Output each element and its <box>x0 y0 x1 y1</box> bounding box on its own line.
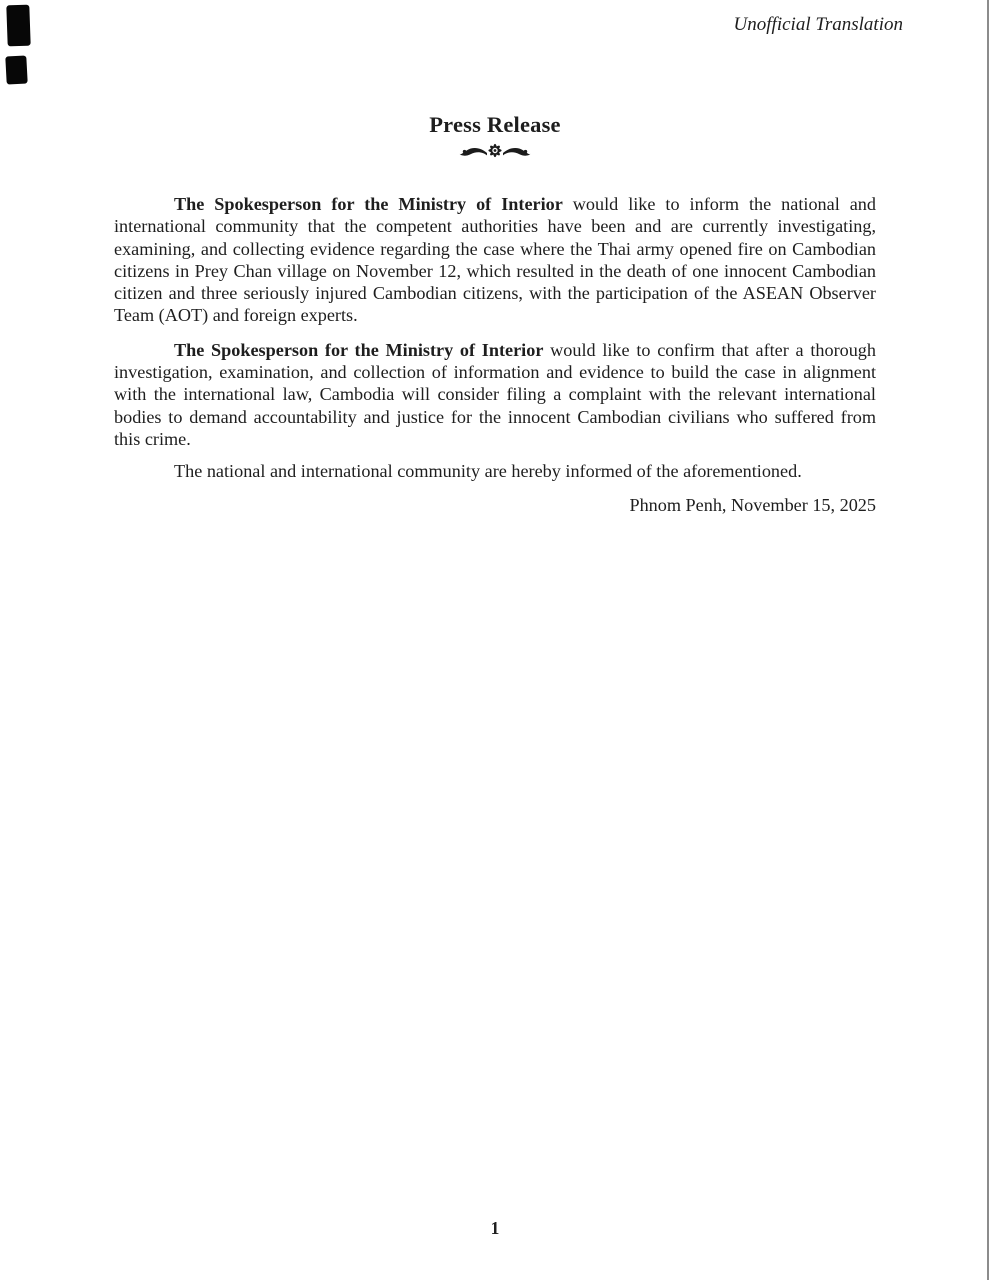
paragraph-2 <box>114 339 876 450</box>
paragraph-2-text: would like to confirm that after a thorough investigation, examination, and collection of information and evidence to build the case in alignment with the international law, Cambodia will consider filing a complaint with the relevant international bodies to demand accountability and justice for the innocent Cambodian civilians who suffered from this crime. <box>114 339 876 449</box>
scan-artifact-top-left-1 <box>6 5 30 47</box>
page-number: 1 <box>490 1218 500 1238</box>
dateline: Phnom Penh, November 15, 2025 <box>629 494 876 515</box>
header-note: Unofficial Translation <box>733 14 903 35</box>
page-title: Press Release <box>429 112 561 137</box>
paragraph-1-text: would like to inform the national and international community that the competent authorities have been and are currently investigating, examining, and collecting evidence regarding the case where the Thai army opened fire on Cambodian citizens in Prey Chan village on November 12, which resulted in the death of one innocent Cambodian citizen and three seriously injured Cambodian citizens, with the participation of the ASEAN Observer Team (AOT) and foreign experts. <box>114 194 876 326</box>
scan-edge-line <box>987 0 989 1280</box>
paragraph-1 <box>114 193 876 327</box>
document-body <box>114 193 876 516</box>
paragraph-3-text: The national and international community are hereby informed of the aforementioned. <box>174 461 802 482</box>
paragraph-1-lead: The Spokesperson for the Ministry of Interior <box>174 194 563 214</box>
paragraph-3 <box>114 460 876 482</box>
scan-artifact-top-left-2 <box>5 55 27 84</box>
floral-flourish-icon <box>0 140 990 162</box>
paragraph-2-lead: The Spokesperson for the Ministry of Interior <box>174 339 544 360</box>
